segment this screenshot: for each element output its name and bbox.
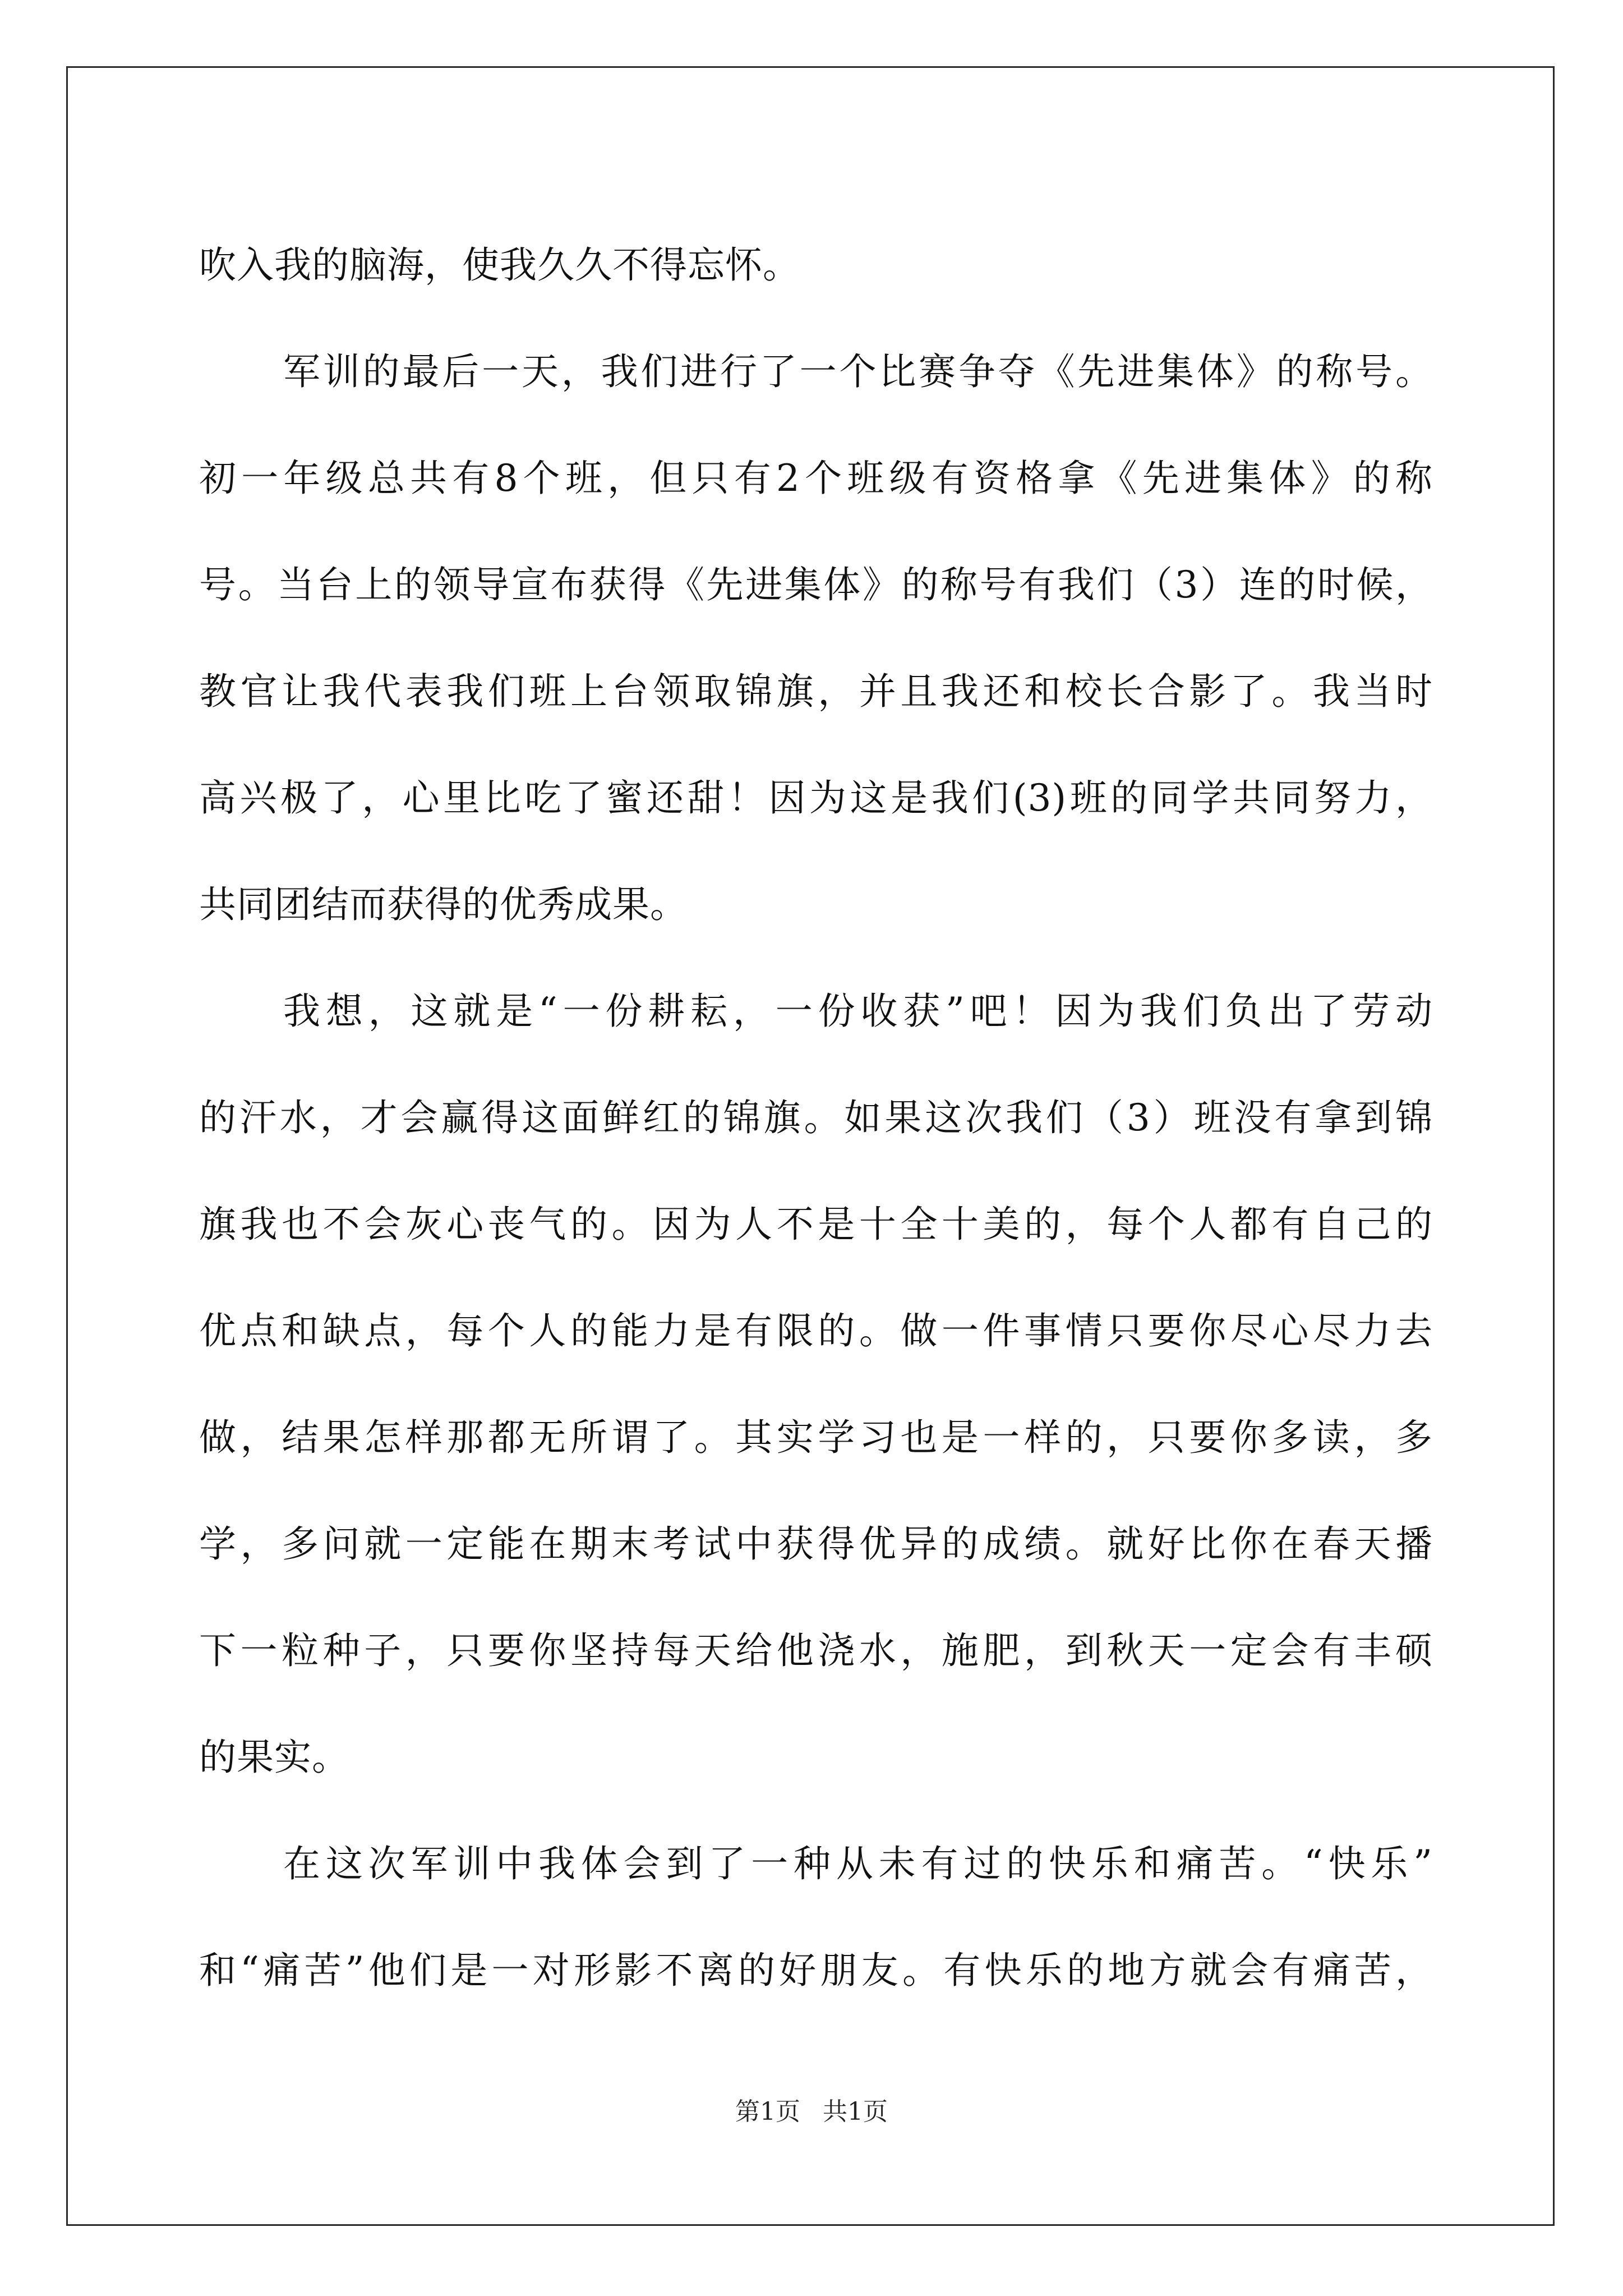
paragraph-start-line: 在这次军训中我体会到了一种从未有过的快乐和痛苦。“快乐” — [283, 1842, 1433, 1885]
text-line: 优点和缺点，每个人的能力是有限的。做一件事情只要你尽心尽力去 — [199, 1309, 1433, 1352]
text-line: 号。当台上的领导宣布获得《先进集体》的称号有我们（3）连的时候， — [199, 563, 1433, 606]
page-footer — [0, 2095, 1623, 2129]
text-line: 做，结果怎样那都无所谓了。其实学习也是一样的，只要你多读，多 — [199, 1416, 1433, 1459]
page-count: 共1页 — [823, 2097, 888, 2126]
text-line: 吹入我的脑海，使我久久不得忘怀。 — [199, 243, 800, 287]
text-line: 下一粒种子，只要你坚持每天给他浇水，施肥，到秋天一定会有丰硕 — [199, 1629, 1433, 1672]
text-line: 高兴极了，心里比吃了蜜还甜！因为这是我们(3)班的同学共同努力， — [199, 776, 1433, 820]
page-number: 第1页 — [735, 2097, 800, 2126]
text-line: 和“痛苦”他们是一对形影不离的好朋友。有快乐的地方就会有痛苦， — [199, 1949, 1433, 1992]
text-line: 初一年级总共有8个班，但只有2个班级有资格拿《先进集体》的称 — [199, 457, 1433, 500]
paragraph-start-line: 军训的最后一天，我们进行了一个比赛争夺《先进集体》的称号。 — [283, 350, 1433, 393]
document-body — [199, 212, 1433, 2024]
text-line: 旗我也不会灰心丧气的。因为人不是十全十美的，每个人都有自己的 — [199, 1203, 1433, 1246]
text-line: 的果实。 — [199, 1736, 349, 1779]
text-line: 的汗水，才会赢得这面鲜红的锦旗。如果这次我们（3）班没有拿到锦 — [199, 1096, 1433, 1139]
text-line: 共同团结而获得的优秀成果。 — [199, 883, 688, 926]
paragraph-start-line: 我想，这就是“一份耕耘，一份收获”吧！因为我们负出了劳动 — [283, 990, 1433, 1033]
text-line: 学，多问就一定能在期末考试中获得优异的成绩。就好比你在春天播 — [199, 1522, 1433, 1566]
text-line: 教官让我代表我们班上台领取锦旗，并且我还和校长合影了。我当时 — [199, 670, 1433, 713]
